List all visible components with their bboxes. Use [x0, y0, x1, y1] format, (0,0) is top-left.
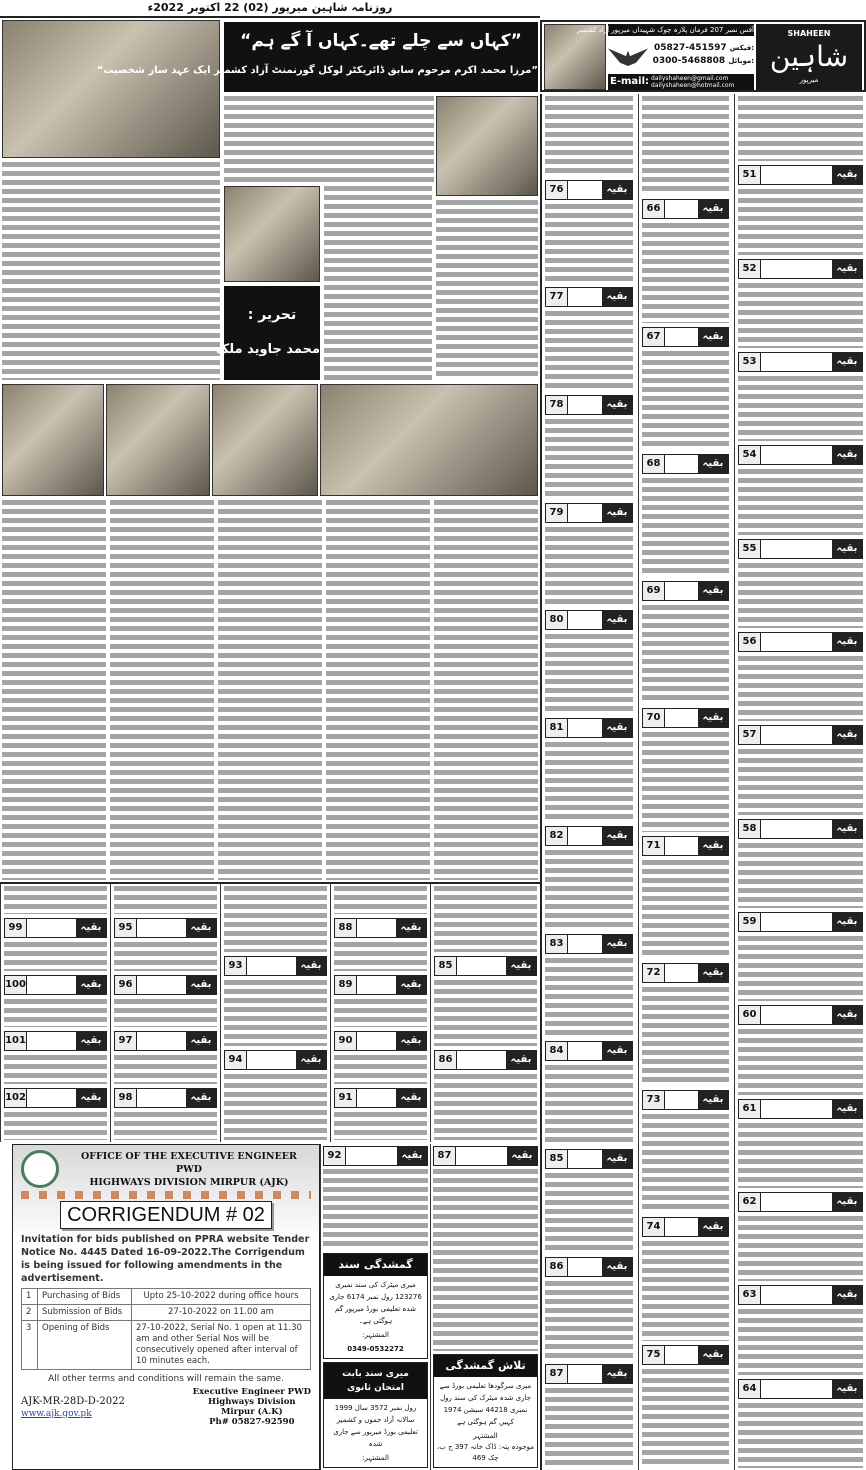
eagle-icon	[608, 44, 648, 66]
article-text	[545, 634, 633, 714]
article-text	[334, 1055, 427, 1083]
news-column	[430, 882, 540, 1142]
email-gmail[interactable]: dailyshaheen@gmail.com	[651, 75, 729, 82]
article-text	[114, 886, 217, 914]
article-text	[324, 186, 432, 380]
office-address: آفس نمبر 207 فرمان پلازہ چوک شہیداں میرپور آزاد کشمیر	[576, 26, 754, 34]
continuation-number: 87	[434, 1147, 456, 1165]
article-text	[545, 850, 633, 930]
continuation-label: بقیہ	[832, 260, 862, 278]
continuation-label: بقیہ	[507, 1147, 537, 1165]
continuation-box-73	[642, 1090, 729, 1110]
continuation-number: 60	[739, 1006, 761, 1024]
article-text	[738, 656, 863, 721]
article-text	[642, 987, 729, 1086]
continuation-number: 97	[115, 1032, 137, 1050]
continuation-box-76	[545, 180, 633, 200]
continuation-label: بقیہ	[396, 1089, 426, 1107]
continuation-number: 71	[643, 837, 665, 855]
website-link[interactable]: www.ajk.gov.pk	[21, 1408, 92, 1419]
continuation-label: بقیہ	[832, 1006, 862, 1024]
table-row: 3 Opening of Bids 27-10-2022, Serial No. 1 open at 11.30 am and other Serial Nos will be consecutively opened after interval of 10 minutes each.	[22, 1321, 311, 1370]
continuation-box-90	[334, 1031, 427, 1051]
continuation-number: 86	[435, 1051, 457, 1069]
continuation-label: بقیہ	[832, 633, 862, 651]
continuation-label: بقیہ	[602, 504, 632, 522]
continuation-number: 102	[5, 1089, 27, 1107]
continuation-label: بقیہ	[698, 1091, 728, 1109]
continuation-label: بقیہ	[76, 976, 106, 994]
byline-box	[215, 286, 320, 380]
author-photo	[224, 186, 320, 282]
news-column	[638, 94, 732, 1470]
article-text	[738, 749, 863, 814]
continuation-label: بقیہ	[698, 964, 728, 982]
continuation-box-97	[114, 1031, 217, 1051]
article-text	[738, 1029, 863, 1094]
article-text	[334, 1112, 427, 1140]
continuation-label: بقیہ	[396, 919, 426, 937]
continuation-label: بقیہ	[602, 1042, 632, 1060]
continuation-label: بقیہ	[698, 582, 728, 600]
continuation-box-82	[545, 826, 633, 846]
article-text	[738, 96, 863, 161]
continuation-label: بقیہ	[506, 1051, 536, 1069]
continuation-label: بقیہ	[832, 166, 862, 184]
continuation-label: بقیہ	[296, 957, 326, 975]
continuation-number: 98	[115, 1089, 137, 1107]
continuation-label: بقیہ	[832, 1100, 862, 1118]
continuation-box-83	[545, 934, 633, 954]
continuation-box-91	[334, 1088, 427, 1108]
table-row: 1 Purchasing of Bids Upto 25-10-2022 during office hours	[22, 1289, 311, 1305]
continuation-number: 63	[739, 1286, 761, 1304]
article-text	[738, 283, 863, 348]
feature-headline: ”کہاں سے چلے تھے۔کہاں آ گے ہم“	[240, 31, 522, 51]
continuation-label: بقیہ	[602, 181, 632, 199]
lost-certificate-ad	[323, 1253, 428, 1359]
continuation-label: بقیہ	[832, 540, 862, 558]
continuation-box-53	[738, 352, 863, 372]
continuation-number: 80	[546, 611, 568, 629]
article-text	[323, 1169, 428, 1250]
continuation-number: 64	[739, 1380, 761, 1398]
continuation-number: 53	[739, 353, 761, 371]
continuation-number: 59	[739, 913, 761, 931]
continuation-label: بقیہ	[832, 446, 862, 464]
article-text	[642, 96, 729, 195]
continuation-box-55	[738, 539, 863, 559]
fax-label: فیکس:	[729, 44, 754, 52]
article-text	[114, 1112, 217, 1140]
article-text	[4, 999, 107, 1027]
continuation-label: بقیہ	[698, 837, 728, 855]
continuation-box-57	[738, 725, 863, 745]
continuation-box-67	[642, 327, 729, 347]
article-text	[642, 860, 729, 959]
article-text	[642, 1369, 729, 1468]
article-text	[4, 942, 107, 970]
continuation-box-60	[738, 1005, 863, 1025]
continuation-label: بقیہ	[396, 1032, 426, 1050]
continuation-label: بقیہ	[602, 611, 632, 629]
ad-signoff: المشتہر:	[362, 1454, 389, 1462]
corrigendum-title: CORRIGENDUM # 02	[60, 1201, 272, 1229]
article-text	[738, 1216, 863, 1281]
article-text	[738, 1403, 863, 1468]
continuation-number: 83	[546, 935, 568, 953]
article-text	[114, 942, 217, 970]
article-text	[642, 478, 729, 577]
continuation-number: 67	[643, 328, 665, 346]
continuation-number: 94	[225, 1051, 247, 1069]
family-group-photo-1	[2, 384, 104, 496]
fax-number: 05827-451597	[654, 43, 727, 53]
reference-number: AJK-MR-28D-D-2022	[21, 1395, 125, 1407]
table-row: 2 Submission of Bids 27-10-2022 on 11.00 am	[22, 1305, 311, 1321]
article-text	[545, 1281, 633, 1361]
continuation-label: بقیہ	[832, 913, 862, 931]
continuation-label: بقیہ	[76, 1032, 106, 1050]
continuation-box-74	[642, 1217, 729, 1237]
continuation-label: بقیہ	[76, 1089, 106, 1107]
news-column	[330, 882, 430, 1142]
continuation-number: 77	[546, 288, 568, 306]
continuation-number: 100	[5, 976, 27, 994]
article-text	[545, 1065, 633, 1145]
masthead	[540, 20, 866, 92]
continuation-number: 55	[739, 540, 761, 558]
continuation-number: 72	[643, 964, 665, 982]
signatory-line: Highways Division	[208, 1397, 296, 1407]
news-column	[220, 882, 330, 1142]
continuation-box-59	[738, 912, 863, 932]
continuation-label: بقیہ	[832, 1380, 862, 1398]
article-text	[738, 563, 863, 628]
continuation-number: 93	[225, 957, 247, 975]
elderly-couple-photo	[2, 20, 220, 158]
news-column	[734, 94, 866, 1470]
corrigendum-intro: Invitation for bids published on PPRA website Tender Notice No. 4445 Dated 16-09-2022.The Corrigendum is being issued for following amendments in the advertisement.	[21, 1234, 310, 1284]
continuation-number: 81	[546, 719, 568, 737]
article-text	[224, 886, 327, 952]
article-text	[2, 162, 220, 380]
ad-signoff: المشتہر:	[362, 1331, 389, 1339]
continuation-box-68	[642, 454, 729, 474]
footer-note: All other terms and conditions will remain the same.	[48, 1374, 284, 1384]
logo-urdu: شاہین	[769, 40, 849, 73]
ad-title: گمشدگی سند	[324, 1254, 427, 1276]
continuation-label: بقیہ	[832, 820, 862, 838]
mobile-label: موبائل:	[728, 57, 754, 65]
article-text	[114, 999, 217, 1027]
continuation-label: بقیہ	[832, 1286, 862, 1304]
continuation-number: 85	[546, 1150, 568, 1168]
article-text	[545, 742, 633, 822]
continuation-number: 75	[643, 1346, 665, 1364]
article-text	[433, 1169, 538, 1351]
continuation-box-81	[545, 718, 633, 738]
continuation-box-84	[545, 1041, 633, 1061]
article-text	[436, 200, 538, 380]
continuation-box-88	[334, 918, 427, 938]
ad-body: میری سرگودھا تعلیمی بورڈ سے جاری شدہ میٹرک کی سند رول نمبری 44218 سیشن 1974 کہیں گم ہوگئی ہے	[439, 1382, 532, 1426]
signatory-line: Mirpur (A.K)	[220, 1407, 283, 1417]
mobile-number: 0300-5468808	[652, 56, 726, 66]
continuation-box-61	[738, 1099, 863, 1119]
continuation-box-101	[4, 1031, 107, 1051]
continuation-label: بقیہ	[698, 455, 728, 473]
continuation-box-95	[114, 918, 217, 938]
article-text	[545, 1173, 633, 1253]
continuation-label: بقیہ	[76, 919, 106, 937]
article-text	[738, 1309, 863, 1374]
continuation-box-62	[738, 1192, 863, 1212]
continuation-box-77	[545, 287, 633, 307]
newspaper-logo	[756, 24, 862, 90]
continuation-number: 56	[739, 633, 761, 651]
continuation-label: بقیہ	[186, 1089, 216, 1107]
article-text	[545, 419, 633, 499]
article-text	[642, 1241, 729, 1340]
continuation-number: 86	[546, 1258, 568, 1276]
article-text	[738, 843, 863, 908]
continuation-box-102	[4, 1088, 107, 1108]
continuation-box-87	[433, 1146, 538, 1166]
continuation-box-80	[545, 610, 633, 630]
ad-contact: 0349-0532272	[347, 1345, 404, 1353]
continuation-number: 85	[435, 957, 457, 975]
continuation-number: 69	[643, 582, 665, 600]
continuation-number: 52	[739, 260, 761, 278]
continuation-box-64	[738, 1379, 863, 1399]
continuation-number: 54	[739, 446, 761, 464]
page-header: روزنامہ شاہین میرپور (02) 22 اکتوبر 2022ء	[0, 0, 540, 18]
continuation-box-70	[642, 708, 729, 728]
continuation-label: بقیہ	[698, 328, 728, 346]
article-text	[738, 376, 863, 441]
continuation-label: بقیہ	[832, 353, 862, 371]
continuation-label: بقیہ	[602, 719, 632, 737]
continuation-label: بقیہ	[832, 726, 862, 744]
continuation-box-96	[114, 975, 217, 995]
article-text	[545, 1388, 633, 1468]
article-text	[334, 886, 427, 914]
continuation-box-86	[434, 1050, 537, 1070]
continuation-label: بقیہ	[698, 200, 728, 218]
continuation-box-92	[323, 1146, 428, 1166]
continuation-number: 84	[546, 1042, 568, 1060]
continuation-box-99	[4, 918, 107, 938]
continuation-number: 89	[335, 976, 357, 994]
article-text	[224, 1074, 327, 1140]
feature-subheadline: ”مرزا محمد اکرم مرحوم سابق ڈائریکٹر لوکل گورنمنٹ آزاد کشمیر ایک عہد ساز شخصیت“	[96, 65, 538, 76]
ad-body: رول نمبر 3572 سال 1999 سالانہ آزاد جموں و کشمیر تعلیمی بورڈ میرپور سے جاری شدہ	[333, 1404, 418, 1448]
mirza-akram-photo	[436, 96, 538, 196]
signatory-line: Executive Engineer PWD	[192, 1387, 311, 1397]
article-text	[545, 527, 633, 607]
continuation-label: بقیہ	[396, 976, 426, 994]
continuation-box-79	[545, 503, 633, 523]
article-text	[642, 732, 729, 831]
signatory-phone: Ph# 05827-92590	[209, 1417, 295, 1427]
tender-corrigendum-ad	[12, 1144, 320, 1470]
continuation-label: بقیہ	[186, 1032, 216, 1050]
continuation-label: بقیہ	[602, 396, 632, 414]
continuation-number: 61	[739, 1100, 761, 1118]
continuation-box-58	[738, 819, 863, 839]
continuation-label: بقیہ	[296, 1051, 326, 1069]
continuation-label: بقیہ	[698, 1218, 728, 1236]
ad-signoff: المشتہر	[473, 1432, 498, 1440]
article-text	[545, 204, 633, 284]
ad-title: میری سند بابت امتحان ثانوی	[324, 1363, 427, 1399]
continuation-number: 68	[643, 455, 665, 473]
continuation-box-89	[334, 975, 427, 995]
continuation-label: بقیہ	[186, 976, 216, 994]
ad-body: میری میٹرک کی سند نمبری 123276 رول نمبر 6174 جاری شدہ تعلیمی بورڈ میرپور گم ہوگئی ہے۔	[329, 1281, 422, 1325]
logo-english: SHAHEEN	[787, 29, 831, 38]
office-line-1: OFFICE OF THE EXECUTIVE ENGINEER PWD	[81, 1150, 297, 1175]
maple-leaf-decoration	[21, 1191, 311, 1199]
continuation-number: 87	[546, 1365, 568, 1383]
continuation-number: 96	[115, 976, 137, 994]
continuation-box-56	[738, 632, 863, 652]
continuation-label: بقیہ	[602, 827, 632, 845]
continuation-number: 78	[546, 396, 568, 414]
continuation-box-98	[114, 1088, 217, 1108]
article-text	[642, 1114, 729, 1213]
continuation-box-78	[545, 395, 633, 415]
continuation-number: 76	[546, 181, 568, 199]
office-line-2: HIGHWAYS DIVISION MIRPUR (AJK)	[89, 1176, 289, 1188]
ajk-emblem-icon	[21, 1150, 59, 1188]
article-text	[642, 605, 729, 704]
continuation-box-87	[545, 1364, 633, 1384]
continuation-label: بقیہ	[186, 919, 216, 937]
email-hotmail[interactable]: dailyshaheen@hotmail.com	[651, 82, 735, 89]
ad-address: موجودہ پتہ: ڈاک خانہ 397 ج ب، چک 469	[437, 1443, 534, 1462]
article-text	[434, 1074, 537, 1140]
continuation-number: 66	[643, 200, 665, 218]
continuation-box-52	[738, 259, 863, 279]
article-text	[434, 886, 537, 952]
continuation-number: 101	[5, 1032, 27, 1050]
continuation-label: بقیہ	[602, 1365, 632, 1383]
ad-title: تلاش گمشدگی	[434, 1355, 537, 1377]
amendments-table	[21, 1288, 311, 1370]
continuation-number: 92	[324, 1147, 346, 1165]
continuation-box-100	[4, 975, 107, 995]
continuation-number: 82	[546, 827, 568, 845]
article-text	[642, 351, 729, 450]
continuation-box-85	[545, 1149, 633, 1169]
signatory-block	[193, 1387, 311, 1427]
article-text	[224, 980, 327, 1046]
article-text	[642, 223, 729, 322]
article-text	[434, 980, 537, 1046]
article-text	[738, 936, 863, 1001]
continuation-number: 74	[643, 1218, 665, 1236]
article-continuation	[2, 500, 538, 880]
continuation-label: بقیہ	[602, 288, 632, 306]
continuation-label: بقیہ	[602, 1150, 632, 1168]
continuation-number: 62	[739, 1193, 761, 1211]
news-column	[540, 94, 636, 1470]
continuation-box-86	[545, 1257, 633, 1277]
article-text	[4, 886, 107, 914]
article-text	[224, 96, 434, 182]
continuation-number: 73	[643, 1091, 665, 1109]
article-text	[738, 1123, 863, 1188]
article-text	[545, 958, 633, 1038]
continuation-box-93	[224, 956, 327, 976]
continuation-number: 91	[335, 1089, 357, 1107]
continuation-box-66	[642, 199, 729, 219]
news-column	[0, 882, 110, 1142]
article-text	[114, 1055, 217, 1083]
continuation-label: بقیہ	[506, 957, 536, 975]
continuation-box-71	[642, 836, 729, 856]
continuation-number: 51	[739, 166, 761, 184]
continuation-number: 90	[335, 1032, 357, 1050]
article-text	[4, 1055, 107, 1083]
continuation-box-72	[642, 963, 729, 983]
byline-label: تحریر :	[247, 307, 297, 323]
continuation-number: 58	[739, 820, 761, 838]
feature-headline-box	[96, 22, 538, 92]
continuation-number: 95	[115, 919, 137, 937]
author-name: محمد جاوید ملک	[215, 342, 320, 357]
article-text	[545, 311, 633, 391]
continuation-box-69	[642, 581, 729, 601]
continuation-box-75	[642, 1345, 729, 1365]
continuation-label: بقیہ	[698, 1346, 728, 1364]
article-text	[545, 96, 633, 176]
continuation-box-85	[434, 956, 537, 976]
continuation-box-63	[738, 1285, 863, 1305]
continuation-number: 79	[546, 504, 568, 522]
continuation-box-94	[224, 1050, 327, 1070]
family-group-photo-4	[320, 384, 538, 496]
news-column	[110, 882, 220, 1142]
continuation-label: بقیہ	[602, 1258, 632, 1276]
article-text	[334, 942, 427, 970]
article-text	[4, 1112, 107, 1140]
continuation-number: 88	[335, 919, 357, 937]
continuation-label: بقیہ	[397, 1147, 427, 1165]
article-text	[738, 469, 863, 534]
continuation-label: بقیہ	[832, 1193, 862, 1211]
continuation-number: 70	[643, 709, 665, 727]
logo-city: میرپور	[799, 76, 819, 84]
continuation-box-51	[738, 165, 863, 185]
article-text	[738, 189, 863, 254]
family-group-photo-2	[106, 384, 210, 496]
continuation-label: بقیہ	[698, 709, 728, 727]
search-lost-ad	[433, 1354, 538, 1468]
continuation-number: 57	[739, 726, 761, 744]
continuation-number: 99	[5, 919, 27, 937]
article-text	[334, 999, 427, 1027]
continuation-label: بقیہ	[602, 935, 632, 953]
continuation-box-54	[738, 445, 863, 465]
secondary-certificate-ad	[323, 1362, 428, 1468]
family-group-photo-3	[212, 384, 318, 496]
email-label: E-mail:	[610, 76, 650, 87]
